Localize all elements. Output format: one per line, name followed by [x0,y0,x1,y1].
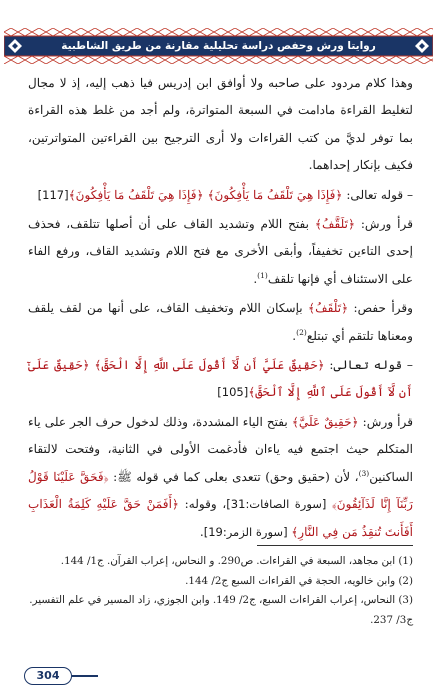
verse-reference: [سورة الصافات:31] [226,497,332,512]
text-run: بفتح الياء المشددة، وذلك لدخول حرف الجر على ياء المتكلم حيث اجتمع فيه ياءان فأدغمت الأولى في الثانية، وفتحت لالتقاء الساكنين [28,414,413,484]
verse-intro: – قوله تعالى: [342,187,413,202]
paragraph-4 [28,295,413,350]
quran-word: ﴿تَلْقَفُ﴾ [308,301,349,316]
footnote-3: (3) النحاس، إعراب القراءات السبع، ج2/ 149. وابن الجوزي، زاد المسير في علم التفسير. ج3/ 237. [29,594,413,626]
page-number-badge [24,667,100,685]
text-run: ، لأن (حقيق وحق) تتعدى بعلى كما في قوله ﷺ: [108,469,359,484]
quran-verse: ﴿فَإِذَا هِيَ تَلْقَفُ مَا يَأْفِكُونَ﴾ ﴿فَإِذَا هِيَ تَلْقَفُ مَا يَأْفِكُونَ﴾ [68,187,343,202]
footnote-divider [257,545,413,546]
footnote-1: (1) ابن مجاهد، السبعة في القراءات. ص290. و النحاس، إعراب القرآن. ج1/ 144. [60,555,413,567]
page-header [4,28,433,64]
text-run: بإسكان اللام وتخفيف القاف، على أنها من لقف يلقف ومعناها تلتقم أي تبتلع [28,301,413,343]
text-run: . [199,524,204,539]
quran-verse: ﴿حَقِيقٌ عَلَيَّ أَن لَّآ أَقُولَ عَلَى اللَّهِ إِلَّا الْحَقَّ﴾ ﴿حَقِيقٌ عَلَىٰٓ أَن لَّآ أَقُولَ عَلَى ٱللَّهِ إِلَّا ٱلْحَقَّ﴾ [28,358,413,400]
paragraph-5 [28,352,413,407]
verse-intro: – قوله تعالى: [324,358,413,373]
footnote-marker: (2) [296,327,307,337]
footnote-2: (2) وابن خالويه، الحجة في القراءات السبع ج2/ 144. [185,574,413,587]
quran-word: ﴿حَقِيقٌ عَلَيَّ﴾ [291,414,359,429]
footnote-marker: (3) [358,468,370,478]
quran-verse: ﴿أَفَمَنْ حَقَّ عَلَيْهِ كَلِمَةُ الْعَذَابِ أَفَأَنتَ تُنقِذُ مَن فِي النَّارِ﴾ [28,497,413,539]
footnote-marker: (1) [257,270,268,280]
text-run: قرأ ورش: [358,414,413,429]
text-run: قرأ ورش: [355,217,413,232]
verse-reference: [117] [37,187,69,202]
text-run: . [292,328,297,343]
text-run: . [253,271,258,286]
page-number-rule [72,675,98,677]
paragraph-3 [28,211,413,293]
paragraph-1: وهذا كلام مردود على صاحبه ولا أوافق ابن إدريس فيا ذهب إليه، إذ لا مجال لتغليط القراءة مادامت في السبعة المتواترة، ولم أجد من غلط هذه القراءة بما توفر لديَّ من كتب القراءات ولا أرى الترجيح بين القراءتين المتواترتين، فكيف بإنكار إحداهما. [28,76,413,173]
verse-reference: [سورة الزمر:19] [203,524,292,539]
page-number: 304 [36,669,60,682]
text-run: وقرأ حفص: [348,301,413,316]
footnotes [26,552,413,630]
page-body [28,70,413,548]
quran-word: ﴿تَلَقَّفُ﴾ [314,217,356,232]
verse-reference: [105] [217,385,249,400]
paragraph-6 [28,409,413,546]
text-run: بفتح اللام وتشديد القاف على أن أصلها تتلقف، فحذف إحدى التاءين تخفيفاً، وأبقى الأخرى مع فتح اللام وتشديد القاف، ورفع الفاء على الاستئناف أي فإنها تلقف [28,217,413,286]
quran-verse: ﴿فَحَقَّ عَلَيْنَا قَوْلُ رَبِّنَآ إِنَّا لَذَآئِقُونَ﴾ [28,469,413,512]
header-title: روايتا ورش وحفص دراسة تحليلية مقارنة من طريق الشاطبية [61,40,376,52]
paragraph-2 [28,182,413,209]
text-run: ، وقوله: [179,497,227,512]
